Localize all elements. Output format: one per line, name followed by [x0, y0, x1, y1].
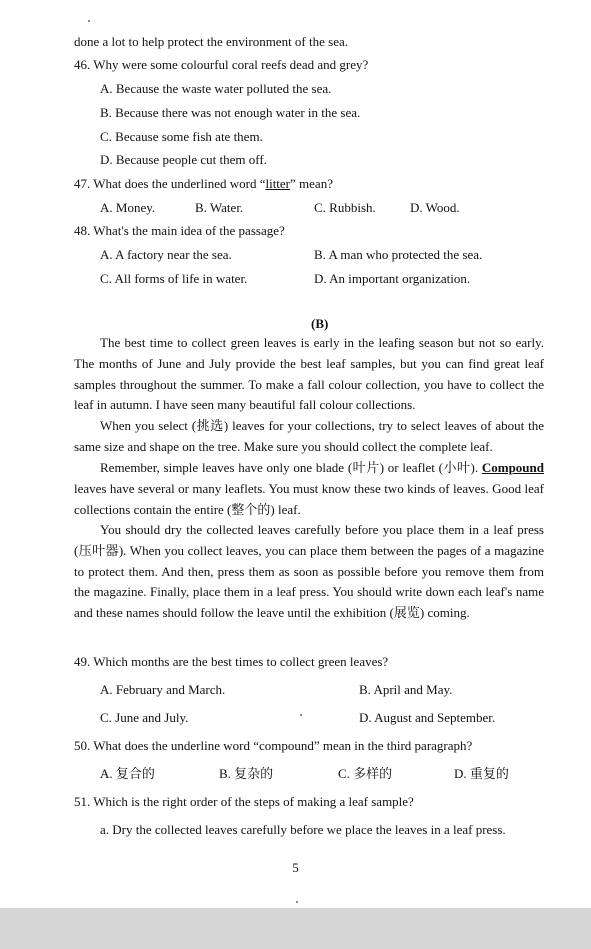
q47-stem	[74, 176, 333, 192]
q47-option-c: C. Rubbish.	[314, 200, 376, 215]
passage-paragraph-4	[74, 520, 544, 624]
q50-stem: 50. What does the underline word “compound” mean in the third paragraph?	[74, 738, 473, 753]
intro-tail: done a lot to help protect the environment of the sea.	[74, 34, 348, 49]
q48-option-a: A. A factory near the sea.	[100, 247, 232, 262]
speck	[296, 901, 298, 903]
q46-option-b: B. Because there was not enough water in the sea.	[100, 105, 361, 120]
q49-option-c: C. June and July.	[100, 710, 189, 725]
page-number: 5	[292, 860, 299, 875]
compound-underlined-word: Compound	[481, 460, 544, 475]
q47-option-a: A. Money.	[100, 200, 156, 215]
speck	[300, 714, 302, 716]
q47-underlined-word: litter	[265, 176, 291, 191]
q46-option-a: A. Because the waste water polluted the sea.	[100, 81, 332, 96]
q50-option-d: D. 重复的	[454, 766, 509, 781]
q49-stem: 49. Which months are the best times to collect green leaves?	[74, 654, 389, 669]
passage-paragraph-2-text: When you select (挑选) leaves for your collections, try to select leaves of about the same size and shape on the tree. Make sure you should collect the complete leaf.	[74, 418, 544, 454]
q48-option-c: C. All forms of life in water.	[100, 271, 248, 286]
passage-paragraph-1	[74, 333, 544, 416]
q47-option-d: D. Wood.	[410, 200, 460, 215]
passage-paragraph-2	[74, 416, 544, 458]
q48-stem: 48. What's the main idea of the passage?	[74, 223, 285, 238]
q47-stem-after: ” mean?	[290, 176, 333, 191]
viewer-bottom-bar	[0, 908, 591, 949]
passage-paragraph-3	[74, 458, 544, 520]
q46-stem: 46. Why were some colourful coral reefs dead and grey?	[74, 57, 369, 72]
q47-option-b: B. Water.	[195, 200, 244, 215]
q50-option-c: C. 多样的	[338, 766, 393, 781]
q49-option-b: B. April and May.	[359, 682, 453, 697]
passage-paragraph-1-text: The best time to collect green leaves is early in the leafing season but not so early. The months of June and July provide the best leaf samples, but you can find great leaf samples throughout the summer. To make a fall colour collection, you have to collect the leaf in autumn. I have seen many beautiful fall colour collections.	[74, 335, 544, 413]
q48-option-b: B. A man who protected the sea.	[314, 247, 483, 262]
q47-stem-before: 47. What does the underlined word “	[74, 176, 266, 191]
q46-option-c: C. Because some fish ate them.	[100, 129, 263, 144]
q51-option-a: a. Dry the collected leaves carefully before we place the leaves in a leaf press.	[100, 822, 506, 837]
q51-stem: 51. Which is the right order of the steps of making a leaf sample?	[74, 794, 414, 809]
q50-option-b: B. 复杂的	[219, 766, 274, 781]
passage-paragraph-4-text: You should dry the collected leaves carefully before you place them in a leaf press (压叶器). When you collect leaves, you can place them between the pages of a magazine to protect them. And then, press them as soon as possible before you remove them from the magazine. Finally, place them in a leaf press. You should write down each leaf's name and these names should follow the leave until the exhibition (展览) coming.	[74, 522, 544, 621]
section-title: (B)	[311, 316, 329, 331]
q50-option-a: A. 复合的	[100, 766, 155, 781]
q46-option-d: D. Because people cut them off.	[100, 152, 267, 167]
q49-option-a: A. February and March.	[100, 682, 226, 697]
speck	[88, 20, 90, 22]
q48-option-d: D. An important organization.	[314, 271, 471, 286]
passage-paragraph-3-text-2: leaves have several or many leaflets. You must know these two kinds of leaves. Good leaf collections contain the entire (整个的) leaf.	[74, 480, 544, 517]
q49-option-d: D. August and September.	[359, 710, 496, 725]
passage-paragraph-3-text-1: Remember, simple leaves have only one blade (叶片) or leaflet (小叶).	[100, 460, 479, 475]
